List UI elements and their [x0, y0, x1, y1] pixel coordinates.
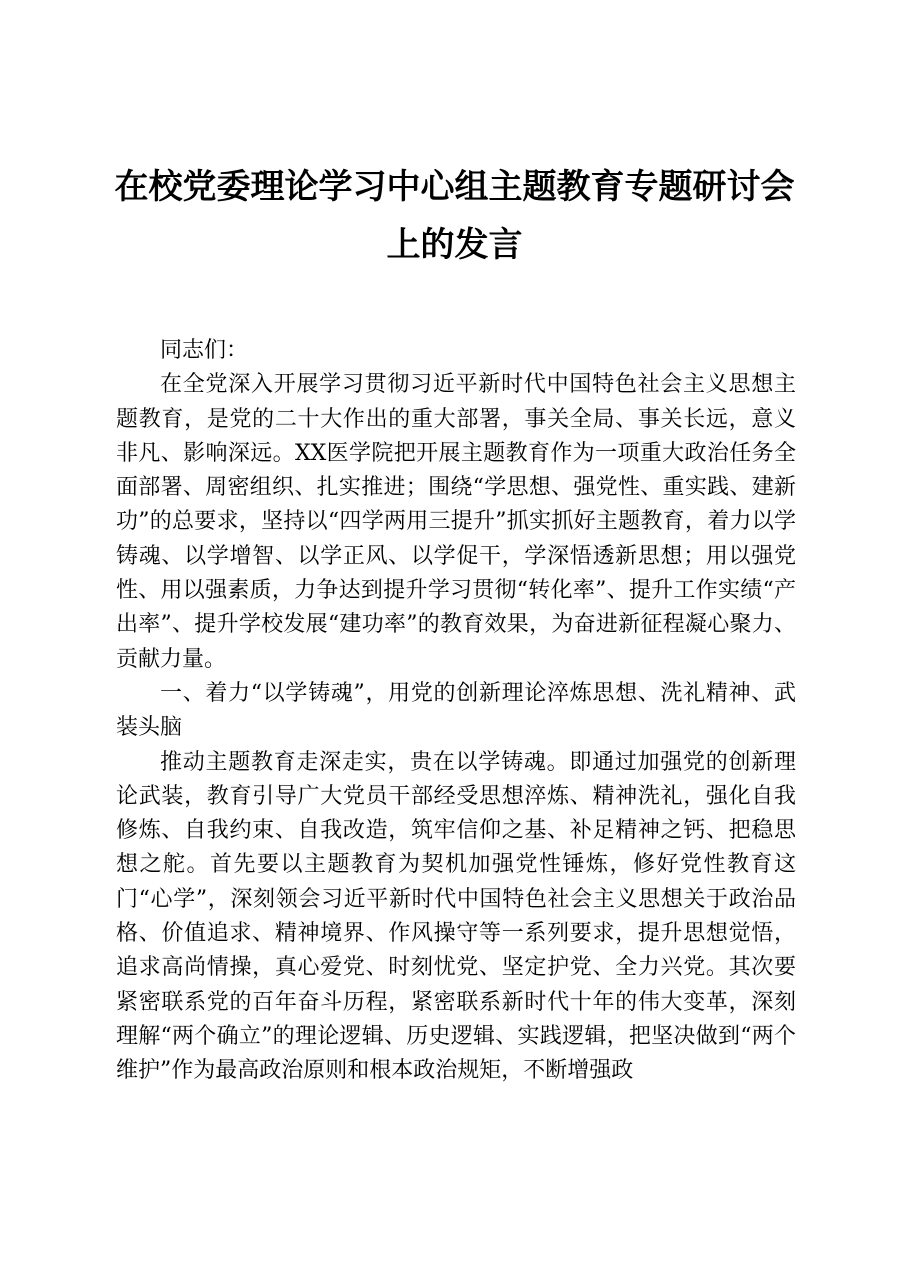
body-paragraph: 在全党深入开展学习贯彻习近平新时代中国特色社会主义思想主题教育，是党的二十大作出的重大部署，事关全局、事关长远，意义非凡、影响深远。XX医学院把开展主题教育作为一项重大政治任务全面部署、周密组织、扎实推进；围绕“学思想、强党性、重实践、建新功”的总要求，坚持以“四学两用三提升”抓实抓好主题教育，着力以学铸魂、以学增智、以学正风、以学促干，学深悟透新思想；用以强党性、用以强素质，力争达到提升学习贯彻“转化率”、提升工作实绩“产出率”、提升学校发展“建功率”的教育效果，为奋进新征程凝心聚力、贡献力量。 [116, 372, 796, 672]
document-title: 在校党委理论学习中心组主题教育专题研讨会上的发言 [114, 167, 795, 265]
document-body [116, 334, 796, 1089]
body-paragraph: 推动主题教育走深走实，贵在以学铸魂。即通过加强党的创新理论武装，教育引导广大党员干部经受思想淬炼、精神洗礼，强化自我修炼、自我约束、自我改造，筑牢信仰之基、补足精神之钙、把稳思想之舵。首先要以主题教育为契机加强党性锤炼，修好党性教育这门“心学”，深刻领会习近平新时代中国特色社会主义思想关于政治品格、价值追求、精神境界、作风操守等一系列要求，提升思想觉悟，追求高尚情操，真心爱党、时刻忧党、坚定护党、全力兴党。其次要紧密联系党的百年奋斗历程，紧密联系新时代十年的伟大变革，深刻理解“两个确立”的理论逻辑、历史逻辑、实践逻辑，把坚决做到“两个维护”作为最高政治原则和根本政治规矩，不断增强政 [116, 749, 796, 1084]
section-heading: 一、着力“以学铸魂”，用党的创新理论淬炼思想、洗礼精神、武装头脑 [116, 680, 796, 741]
salutation: 同志们： [160, 338, 249, 363]
